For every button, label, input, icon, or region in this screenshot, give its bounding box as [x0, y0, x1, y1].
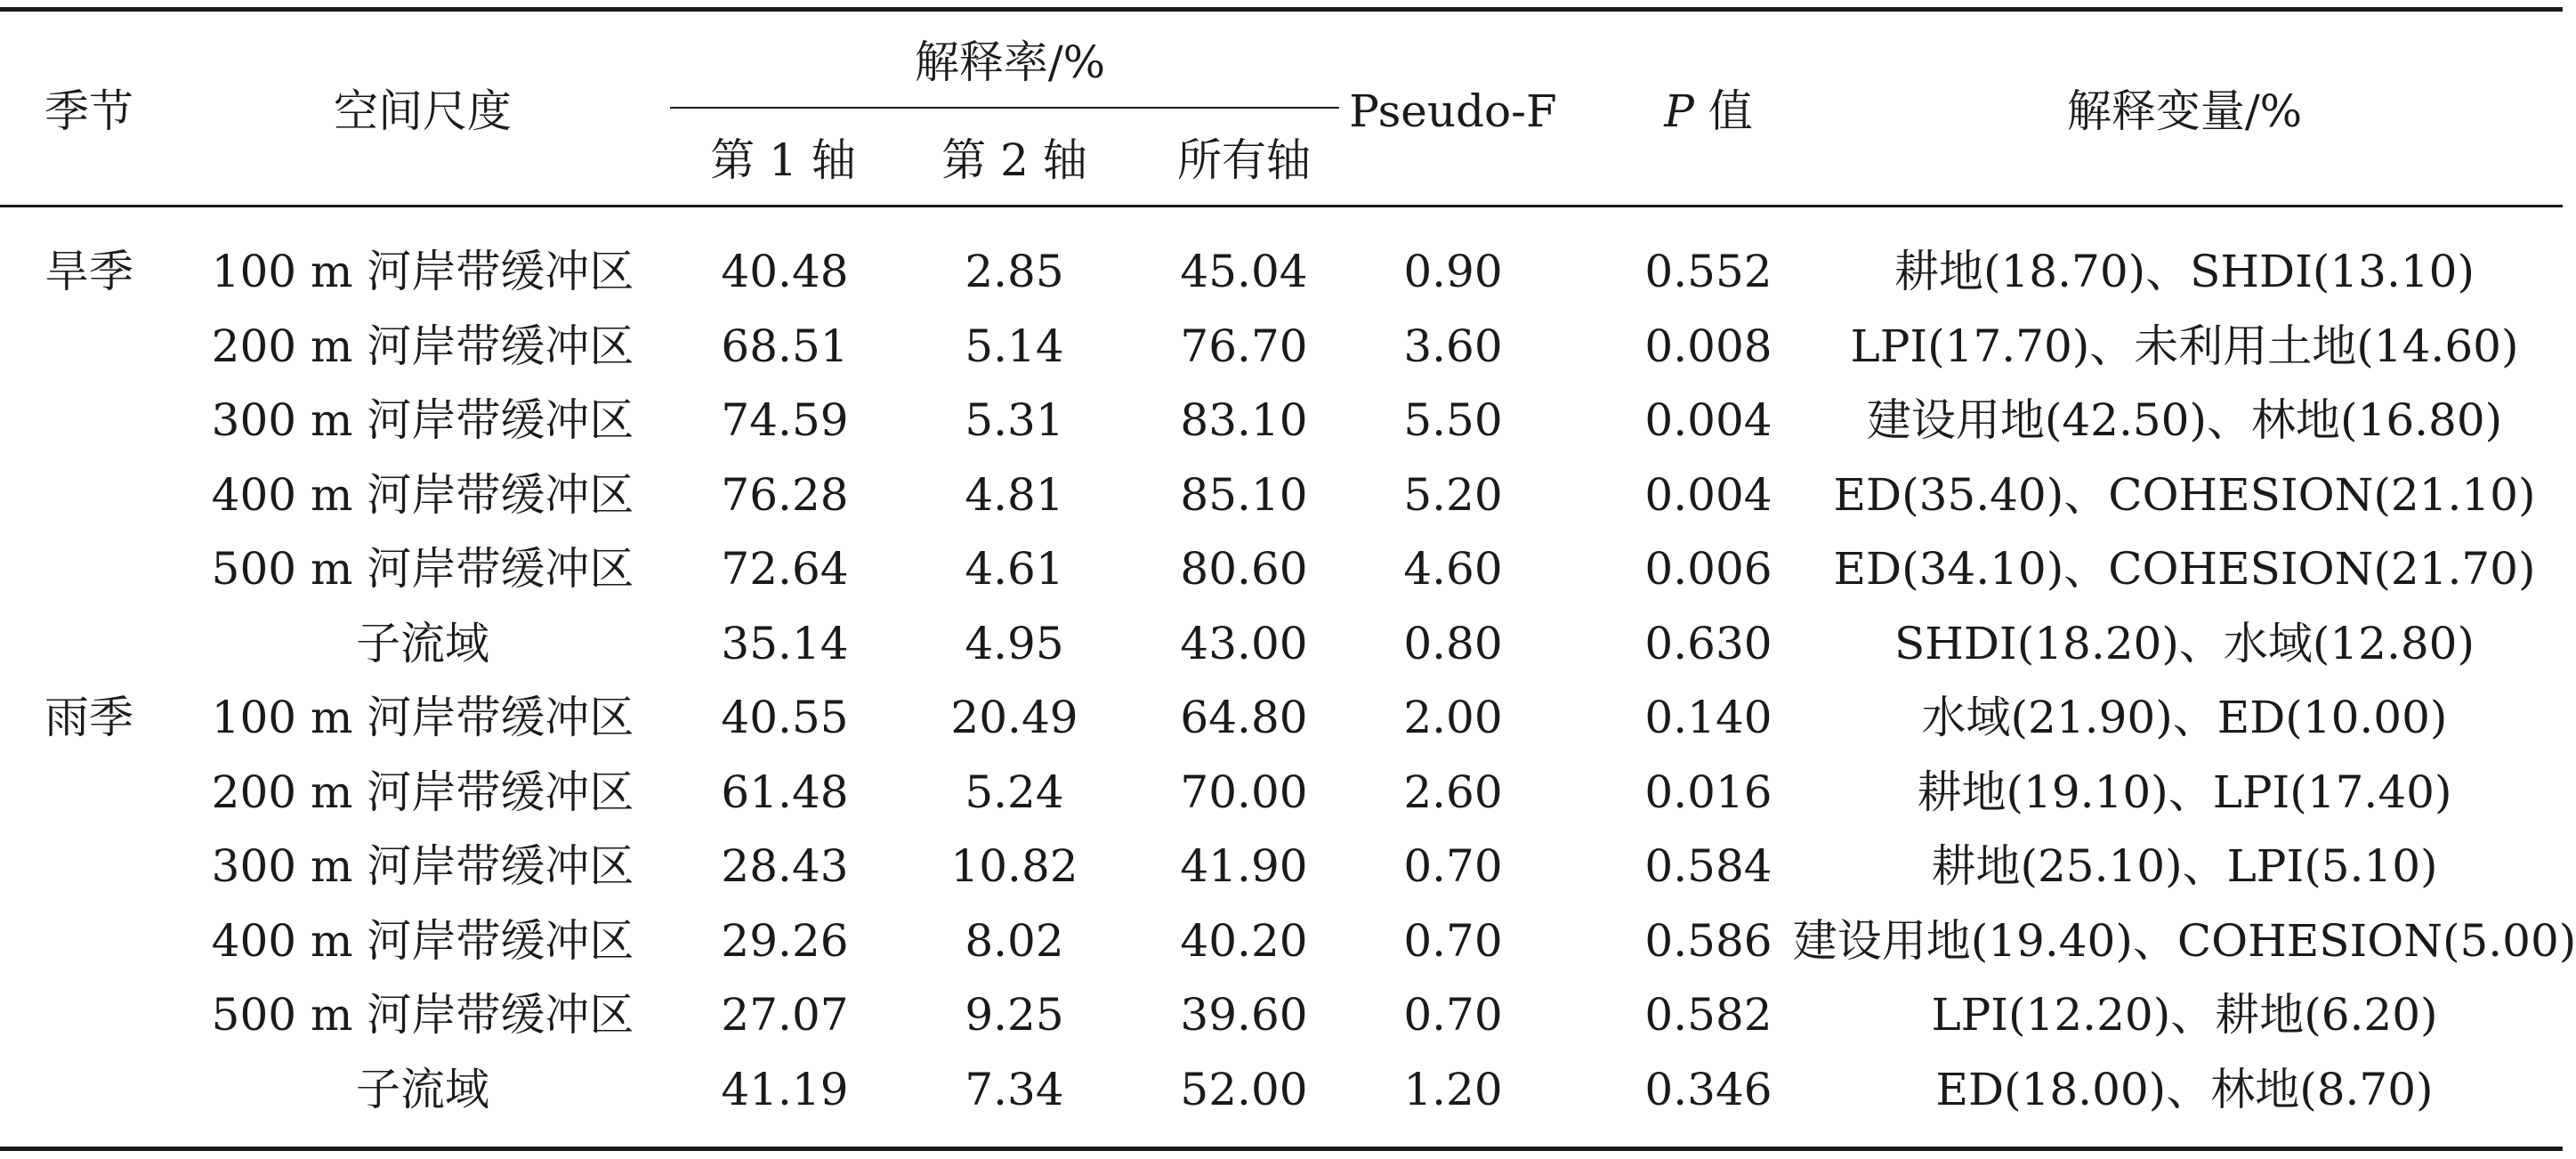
cell-axis1: 29.26	[721, 914, 849, 967]
cell-explanatory: LPI(12.20)、耕地(6.20)	[1931, 989, 2438, 1041]
cell-pseudo-f: 0.70	[1403, 840, 1503, 892]
cell-axis1: 72.64	[721, 543, 849, 595]
cell-scale: 子流域	[356, 617, 489, 669]
cell-axis2: 7.34	[965, 1063, 1064, 1115]
cell-pseudo-f: 0.80	[1403, 617, 1503, 669]
cell-pseudo-f: 1.20	[1403, 1063, 1503, 1115]
header-explanatory: 解释变量/%	[2066, 85, 2303, 137]
cell-all-axes: 41.90	[1180, 840, 1308, 892]
cell-scale: 500 m 河岸带缓冲区	[211, 543, 634, 595]
cell-explanatory: ED(18.00)、林地(8.70)	[1935, 1063, 2434, 1115]
cell-all-axes: 52.00	[1180, 1063, 1308, 1115]
cell-axis2: 4.81	[965, 468, 1064, 521]
cell-axis1: 27.07	[721, 989, 849, 1041]
cell-explanatory: 建设用地(19.40)、COHESION(5.00)	[1792, 914, 2576, 967]
header-scale: 空间尺度	[334, 85, 512, 137]
cell-axis1: 68.51	[721, 320, 849, 372]
cell-p-value: 0.008	[1644, 320, 1773, 372]
cell-explanatory: SHDI(18.20)、水域(12.80)	[1894, 617, 2475, 669]
cell-p-value: 0.630	[1644, 617, 1773, 669]
cell-explanatory: 耕地(19.10)、LPI(17.40)	[1917, 766, 2452, 818]
cell-axis1: 28.43	[721, 840, 849, 892]
cell-scale: 400 m 河岸带缓冲区	[211, 468, 634, 521]
cell-scale: 100 m 河岸带缓冲区	[211, 246, 634, 297]
cell-explanatory: 耕地(25.10)、LPI(5.10)	[1931, 840, 2438, 892]
cell-all-axes: 45.04	[1180, 246, 1308, 297]
cell-axis2: 5.24	[965, 766, 1064, 818]
cell-p-value: 0.586	[1644, 914, 1773, 967]
cell-axis1: 74.59	[721, 394, 849, 446]
explained-rate-subrule	[670, 107, 1339, 109]
cell-axis2: 4.95	[965, 617, 1064, 669]
cell-axis2: 5.31	[965, 394, 1064, 446]
cell-axis1: 40.55	[721, 692, 849, 743]
cell-axis1: 40.48	[721, 246, 849, 297]
header-p-italic: P	[1664, 85, 1694, 137]
cell-explanatory: 耕地(18.70)、SHDI(13.10)	[1894, 246, 2475, 297]
cell-pseudo-f: 3.60	[1403, 320, 1503, 372]
cell-all-axes: 83.10	[1180, 394, 1308, 446]
header-pseudo-f: Pseudo-F	[1349, 85, 1557, 137]
cell-pseudo-f: 5.50	[1403, 394, 1503, 446]
cell-explanatory: LPI(17.70)、未利用土地(14.60)	[1850, 320, 2519, 372]
cell-all-axes: 76.70	[1180, 320, 1308, 372]
header-p-rest: 值	[1693, 85, 1753, 137]
cell-all-axes: 64.80	[1180, 692, 1308, 743]
cell-p-value: 0.140	[1644, 692, 1773, 743]
cell-p-value: 0.016	[1644, 766, 1773, 818]
cell-scale: 200 m 河岸带缓冲区	[211, 766, 634, 818]
cell-axis1: 61.48	[721, 766, 849, 818]
cell-pseudo-f: 0.70	[1403, 914, 1503, 967]
cell-axis2: 8.02	[965, 914, 1064, 967]
header-p-value	[1664, 85, 1753, 138]
cell-p-value: 0.346	[1644, 1063, 1773, 1115]
cell-explanatory: 水域(21.90)、ED(10.00)	[1921, 692, 2448, 743]
cell-season: 雨季	[44, 692, 133, 743]
header-all-axes: 所有轴	[1177, 134, 1311, 186]
cell-axis2: 4.61	[965, 543, 1064, 595]
cell-scale: 200 m 河岸带缓冲区	[211, 320, 634, 372]
cell-axis2: 5.14	[965, 320, 1064, 372]
cell-explanatory: ED(34.10)、COHESION(21.70)	[1833, 543, 2536, 595]
cell-p-value: 0.006	[1644, 543, 1773, 595]
cell-pseudo-f: 2.00	[1403, 692, 1503, 743]
cell-explanatory: 建设用地(42.50)、林地(16.80)	[1866, 394, 2503, 446]
cell-pseudo-f: 0.90	[1403, 246, 1503, 297]
cell-scale: 子流域	[356, 1063, 489, 1115]
top-rule	[0, 7, 2563, 12]
cell-axis1: 76.28	[721, 468, 849, 521]
cell-all-axes: 80.60	[1180, 543, 1308, 595]
cell-scale: 500 m 河岸带缓冲区	[211, 989, 634, 1041]
cell-p-value: 0.584	[1644, 840, 1773, 892]
header-axis2: 第 2 轴	[941, 134, 1087, 186]
cell-axis1: 35.14	[721, 617, 849, 669]
cell-season: 旱季	[44, 246, 133, 297]
cell-axis2: 9.25	[965, 989, 1064, 1041]
cell-axis2: 20.49	[950, 692, 1078, 743]
cell-scale: 300 m 河岸带缓冲区	[211, 840, 634, 892]
cell-scale: 300 m 河岸带缓冲区	[211, 394, 634, 446]
cell-p-value: 0.552	[1644, 246, 1773, 297]
cell-pseudo-f: 2.60	[1403, 766, 1503, 818]
cell-pseudo-f: 4.60	[1403, 543, 1503, 595]
cell-p-value: 0.004	[1644, 394, 1773, 446]
cell-all-axes: 39.60	[1180, 989, 1308, 1041]
cell-all-axes: 40.20	[1180, 914, 1308, 967]
cell-p-value: 0.582	[1644, 989, 1773, 1041]
header-axis1: 第 1 轴	[710, 134, 856, 186]
cell-p-value: 0.004	[1644, 468, 1773, 521]
cell-all-axes: 85.10	[1180, 468, 1308, 521]
cell-scale: 400 m 河岸带缓冲区	[211, 914, 634, 967]
cell-axis2: 10.82	[950, 840, 1078, 892]
header-season: 季节	[44, 85, 133, 137]
cell-all-axes: 70.00	[1180, 766, 1308, 818]
header-explained-rate: 解释率/%	[914, 36, 1106, 88]
cell-all-axes: 43.00	[1180, 617, 1308, 669]
cell-axis2: 2.85	[965, 246, 1064, 297]
header-rule	[0, 205, 2563, 207]
cell-axis1: 41.19	[721, 1063, 849, 1115]
cell-pseudo-f: 0.70	[1403, 989, 1503, 1041]
cell-pseudo-f: 5.20	[1403, 468, 1503, 521]
cell-explanatory: ED(35.40)、COHESION(21.10)	[1833, 468, 2536, 521]
bottom-rule	[0, 1147, 2563, 1151]
cell-scale: 100 m 河岸带缓冲区	[211, 692, 634, 743]
